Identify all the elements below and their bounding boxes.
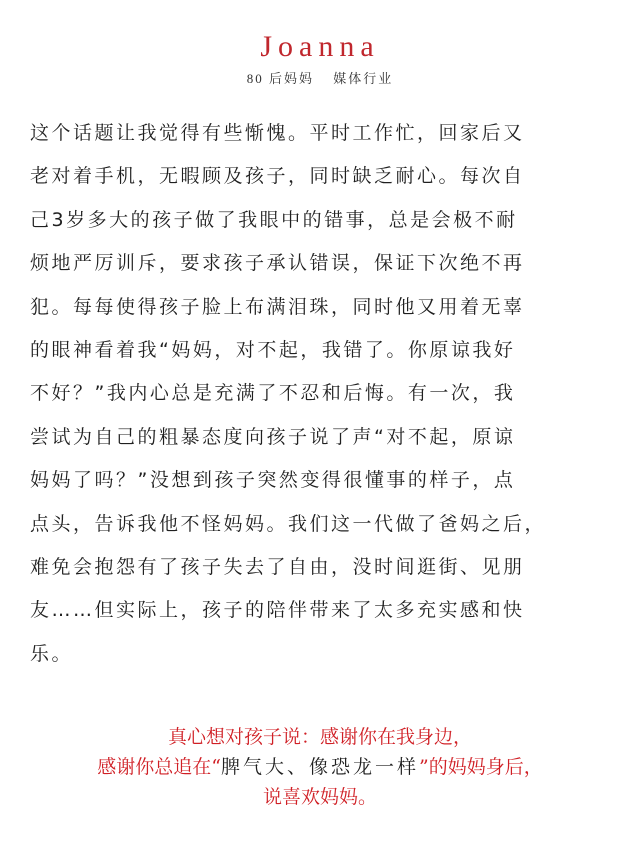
body-line: 不好？”我内心总是充满了不忍和后悔。有一次，我: [30, 382, 516, 405]
author-subtitle: [0, 68, 640, 87]
author-industry: 媒体行业: [333, 71, 394, 86]
closing-line-2: [0, 752, 640, 782]
body-paragraph: [30, 112, 626, 676]
author-age-group: 80 后妈妈: [246, 71, 314, 86]
closing-line-3: 说喜欢妈妈。: [262, 786, 377, 808]
closing-line-2-suffix: ”的妈妈身后，: [419, 756, 543, 778]
body-line: 友……但实际上，孩子的陪伴带来了太多充实感和快: [30, 599, 525, 622]
closing-line-1: 真心想对孩子说：感谢你在我身边，: [167, 726, 472, 748]
body-line: 尝试为自己的粗暴态度向孩子说了声“对不起，原谅: [30, 425, 516, 448]
closing-message: [0, 722, 640, 812]
body-line: 乐。: [30, 642, 74, 665]
body-line: 的眼神看着我“妈妈，对不起，我错了。你原谅我好: [30, 339, 516, 362]
body-line: 点头，告诉我他不怪妈妈。我们这一代做了爸妈之后，: [30, 512, 547, 535]
body-line: 己3岁多大的孩子做了我眼中的错事，总是会极不耐: [30, 208, 518, 231]
body-line: 这个话题让我觉得有些惭愧。平时工作忙，回家后又: [30, 122, 525, 144]
body-line: 老对着手机，无暇顾及孩子，同时缺乏耐心。每次自: [30, 165, 525, 188]
body-line: 妈妈了吗？”没想到孩子突然变得很懂事的样子，点: [30, 469, 516, 492]
body-line: 难免会抱怨有了孩子失去了自由，没时间逛街、见朋: [30, 556, 525, 579]
closing-quote: 脾气大、像恐龙一样: [220, 756, 419, 778]
header: [0, 30, 640, 87]
closing-line-2-prefix: 感谢你总追在“: [97, 756, 221, 778]
author-name: Joanna: [260, 30, 380, 63]
body-line: 烦地严厉训斥，要求孩子承认错误，保证下次绝不再: [30, 252, 525, 275]
body-line: 犯。每每使得孩子脸上布满泪珠，同时他又用着无辜: [30, 295, 525, 318]
